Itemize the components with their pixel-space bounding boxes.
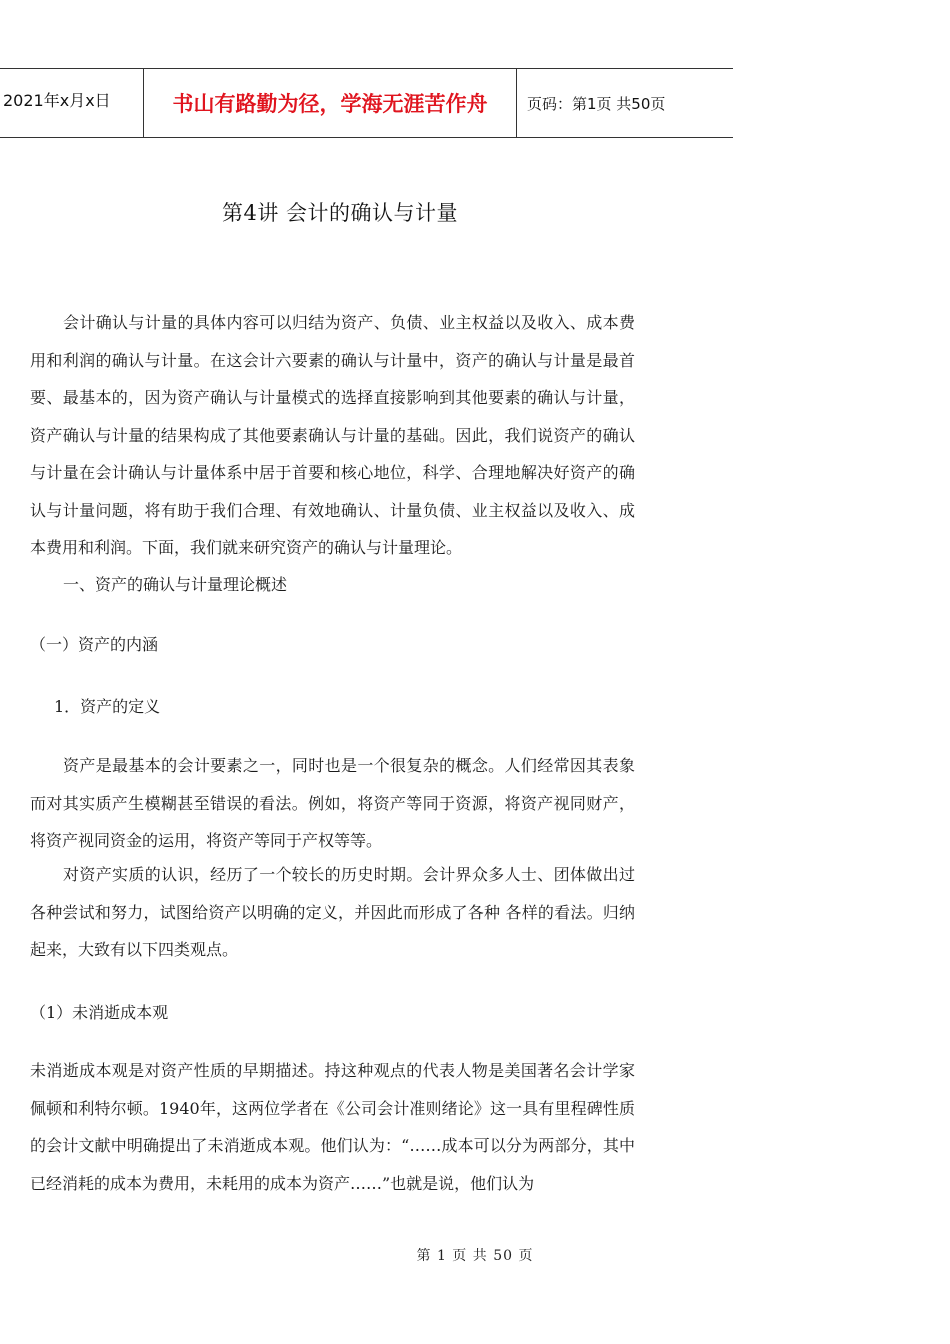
paragraph-asset-concept: 资产是最基本的会计要素之一，同时也是一个很复杂的概念。人们经常因其表象而对其实质产生模糊甚至错误的看法。例如，将资产等同于资源，将资产视同财产，将资产视同资金的运用，将资产等同于产权等等。 — [30, 756, 635, 850]
paragraph-asset-history: 对资产实质的认识，经历了一个较长的历史时期。会计界众多人士、团体做出过各种尝试和努力，试图给资产以明确的定义，并因此而形成了各种 各样的看法。归纳起来，大致有以下四类观点。 — [30, 865, 635, 959]
section-heading-3: 1．资产的定义 — [54, 697, 161, 716]
header-page-cell — [517, 69, 733, 137]
section-heading-4: （1）未消逝成本观 — [30, 1003, 169, 1022]
header-date-cell — [0, 69, 144, 137]
header-date: 2021年x月x日 — [3, 90, 111, 110]
document-title: 第4讲 会计的确认与计量 — [221, 201, 459, 225]
paragraph-unexpired-cost: 未消逝成本观是对资产性质的早期描述。持这种观点的代表人物是美国著名会计学家佩顿和利特尔顿。1940年，这两位学者在《公司会计准则绪论》这一具有里程碑性质的会计文献中明确提出了未消逝成本观。他们认为：“……成本可以分为两部分，其中已经消耗的成本为费用，未耗用的成本为资产……”也就是说，他们认为 — [30, 1061, 635, 1193]
page-footer: 第 1 页 共 50 页 — [416, 1248, 534, 1264]
section-heading-1: 一、资产的确认与计量理论概述 — [63, 575, 288, 594]
paragraph-intro: 会计确认与计量的具体内容可以归结为资产、负债、业主权益以及收入、成本费用和利润的确认与计量。在这会计六要素的确认与计量中，资产的确认与计量是最首要、最基本的，因为资产确认与计量模式的选择直接影响到其他要素的确认与计量，资产确认与计量的结果构成了其他要素确认与计量的基础。因此，我们说资产的确认与计量在会计确认与计量体系中居于首要和核心地位，科学、合理地解决好资产的确认与计量问题，将有助于我们合理、有效地确认、计量负债、业主权益以及收入、成本费用和利润。下面，我们就来研究资产的确认与计量理论。 — [30, 313, 635, 557]
section-heading-2: （一）资产的内涵 — [30, 635, 159, 654]
header-page-info: 页码：第1页 共50页 — [527, 94, 666, 113]
document-header — [0, 68, 733, 138]
header-motto: 书山有路勤为径，学海无涯苦作舟 — [172, 92, 488, 116]
header-motto-cell — [144, 69, 517, 137]
